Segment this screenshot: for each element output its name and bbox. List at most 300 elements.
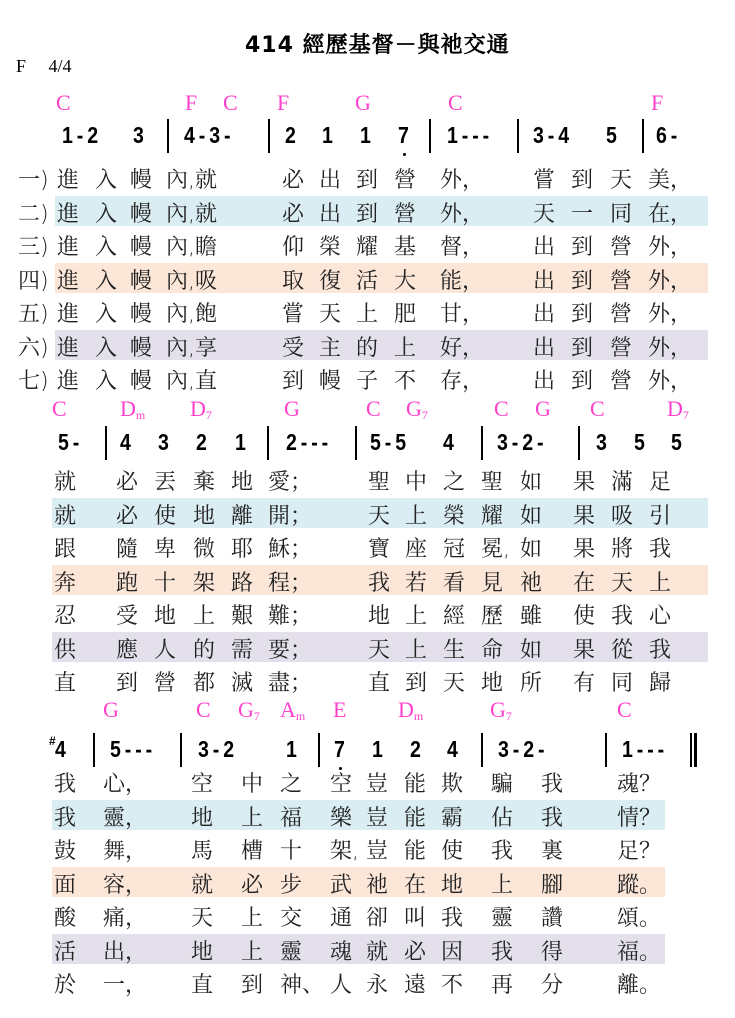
lyric-syllable: 滅 bbox=[231, 671, 254, 696]
note-group: 1 bbox=[235, 429, 246, 455]
lyric-syllable: 出 bbox=[319, 201, 342, 227]
lyric-syllable: 離 bbox=[231, 503, 254, 529]
chord-root: C bbox=[617, 697, 632, 722]
lyric-syllable: 空 bbox=[330, 772, 353, 797]
hymn-title: 414 經歷基督－與祂交通 bbox=[245, 33, 510, 58]
barline bbox=[481, 426, 483, 460]
lyric-syllable: 營 bbox=[610, 335, 633, 361]
note-group: 5 - bbox=[58, 429, 80, 455]
lyric-syllable: 內,直 bbox=[166, 369, 217, 394]
lyric-syllable: 耶 bbox=[231, 537, 254, 562]
chord-symbol bbox=[52, 396, 67, 422]
chord-quality: m bbox=[295, 709, 306, 723]
lyric-syllable: 生 bbox=[443, 637, 466, 663]
lyric-syllable: 棄 bbox=[193, 470, 216, 495]
lyric-syllable: 嘗 bbox=[282, 302, 305, 327]
lyric-syllable: 入 bbox=[95, 268, 118, 294]
chord-symbol bbox=[280, 697, 305, 724]
lyric-syllable: 進 bbox=[57, 335, 80, 361]
chord-quality: 7 bbox=[682, 408, 689, 422]
chord-root: D bbox=[120, 396, 136, 421]
lyric-syllable: 情？ bbox=[617, 805, 662, 831]
lyric-syllable: 吸 bbox=[611, 503, 634, 529]
chord-symbol bbox=[590, 396, 605, 422]
lyric-syllable: 座 bbox=[405, 537, 428, 562]
chord-symbol bbox=[366, 396, 381, 422]
lyric-syllable: 裏 bbox=[541, 839, 564, 864]
lyric-syllable: 必 bbox=[116, 503, 139, 529]
lyric-syllable: 歸 bbox=[649, 671, 672, 696]
lyric-syllable: 必 bbox=[404, 939, 427, 965]
lyric-syllable: 大 bbox=[394, 268, 417, 294]
lyric-syllable: 一 bbox=[571, 201, 594, 227]
note-group: 5 bbox=[634, 429, 645, 455]
lyric-syllable: 美， bbox=[648, 168, 693, 193]
lyric-syllable: 到 bbox=[571, 335, 594, 361]
lyric-syllable: 將 bbox=[611, 537, 634, 562]
lyric-syllable: 再 bbox=[491, 973, 514, 998]
sharp-accidental: # bbox=[49, 734, 56, 748]
note-group: 6 - bbox=[656, 122, 678, 148]
lyric-syllable: 足 bbox=[649, 470, 672, 495]
lyric-syllable: 必 bbox=[282, 168, 305, 193]
lyric-syllable: 受 bbox=[282, 335, 305, 361]
chord-symbol bbox=[284, 396, 300, 422]
lyric-syllable: 寶 bbox=[368, 537, 391, 562]
lyric-syllable: 就 bbox=[54, 503, 77, 529]
lyric-syllable: 主 bbox=[319, 335, 342, 361]
lyric-syllable: 聖 bbox=[481, 470, 504, 495]
lyric-syllable: 內,吸 bbox=[166, 268, 217, 294]
barline bbox=[167, 119, 169, 153]
lyric-syllable: 一， bbox=[103, 973, 148, 998]
chord-symbol bbox=[223, 90, 238, 116]
lyric-syllable: 霸 bbox=[441, 805, 464, 831]
lyric-syllable: 滿 bbox=[611, 470, 634, 495]
lyric-syllable: 入 bbox=[95, 201, 118, 227]
lyric-syllable: 通 bbox=[330, 906, 353, 931]
lyric-syllable: 不 bbox=[441, 973, 464, 998]
chord-root: G bbox=[406, 396, 422, 421]
note-group: 1 bbox=[322, 122, 333, 148]
barline bbox=[429, 119, 431, 153]
chord-root: E bbox=[333, 697, 347, 722]
lyric-syllable: 肥 bbox=[394, 302, 417, 327]
lyric-syllable: 冠 bbox=[443, 537, 466, 562]
lyric-syllable: 忍 bbox=[54, 604, 77, 629]
lyric-syllable: 營 bbox=[610, 268, 633, 294]
chord-root: F bbox=[651, 90, 664, 115]
lyric-syllable: 如 bbox=[520, 503, 543, 529]
chord-root: G bbox=[238, 697, 254, 722]
lyric-syllable: 營 bbox=[154, 671, 177, 696]
lyric-syllable: 入 bbox=[95, 235, 118, 260]
verse-number: 五) bbox=[18, 302, 49, 327]
chord-symbol bbox=[406, 396, 428, 423]
lyric-syllable: 外， bbox=[440, 201, 485, 227]
lyric-syllable: 步 bbox=[280, 872, 303, 898]
lyric-syllable: 到 bbox=[241, 973, 264, 998]
chord-symbol bbox=[103, 697, 119, 723]
lyric-syllable: 出 bbox=[533, 268, 556, 294]
lyric-syllable: 營 bbox=[394, 201, 417, 227]
lyric-syllable: 程； bbox=[268, 570, 313, 596]
lyric-syllable: 幔 bbox=[130, 168, 153, 193]
lyric-syllable: 祂 bbox=[366, 872, 389, 898]
chord-quality: 7 bbox=[253, 709, 260, 723]
lyric-syllable: 督， bbox=[440, 235, 485, 260]
lyric-syllable: 如 bbox=[520, 537, 543, 562]
lyric-syllable: 外， bbox=[440, 168, 485, 193]
note-group: 4 bbox=[55, 736, 66, 762]
chord-root: G bbox=[103, 697, 119, 722]
lyric-syllable: 架 bbox=[193, 570, 216, 596]
lyric-syllable: 必 bbox=[241, 872, 264, 898]
lyric-syllable: 地 bbox=[193, 503, 216, 529]
lyric-syllable: 我 bbox=[541, 772, 564, 797]
lyric-syllable: 丟 bbox=[154, 470, 177, 495]
lyric-syllable: 同 bbox=[610, 201, 633, 227]
lyric-syllable: 進 bbox=[57, 235, 80, 260]
note-group: 4 bbox=[120, 429, 131, 455]
chord-symbol bbox=[398, 697, 423, 724]
lyric-syllable: 到 bbox=[571, 369, 594, 394]
lyric-syllable: 靈 bbox=[280, 939, 303, 965]
lyric-syllable: 在 bbox=[573, 570, 596, 596]
lyric-syllable: 外， bbox=[648, 369, 693, 394]
note-group: 5 bbox=[671, 429, 682, 455]
lyric-syllable: 就 bbox=[54, 470, 77, 495]
lyric-syllable: 外， bbox=[648, 335, 693, 361]
note-group: 2 bbox=[285, 122, 296, 148]
barline bbox=[578, 426, 580, 460]
chord-symbol bbox=[490, 697, 512, 724]
chord-symbol bbox=[355, 90, 371, 116]
lyric-syllable: 天 bbox=[443, 671, 466, 696]
lyric-syllable: 使 bbox=[154, 503, 177, 529]
lyric-syllable: 酸 bbox=[54, 906, 77, 931]
note-group: 1 - - - bbox=[447, 122, 490, 148]
lyric-syllable: 因 bbox=[441, 939, 464, 965]
chord-root: C bbox=[196, 697, 211, 722]
note-group: 1 bbox=[360, 122, 371, 148]
lyric-syllable: 果 bbox=[573, 537, 596, 562]
chord-root: G bbox=[490, 697, 506, 722]
lyric-syllable: 進 bbox=[57, 369, 80, 394]
lyric-syllable: 若 bbox=[405, 570, 428, 596]
chord-symbol bbox=[448, 90, 463, 116]
lyric-syllable: 心， bbox=[103, 772, 148, 797]
lyric-syllable: 遠 bbox=[404, 973, 427, 998]
lyric-syllable: 使 bbox=[441, 839, 464, 864]
verse-number: 四) bbox=[18, 268, 49, 294]
barline bbox=[642, 119, 644, 153]
note-group: 3 - 2 bbox=[198, 736, 235, 762]
lyric-syllable: 永 bbox=[366, 973, 389, 998]
lyric-syllable: 地 bbox=[191, 939, 214, 965]
lyric-syllable: 內,享 bbox=[166, 335, 217, 361]
lyric-syllable: 到 bbox=[356, 168, 379, 193]
lyric-syllable: 供 bbox=[54, 637, 77, 663]
note-group: 2 - - - bbox=[286, 429, 329, 455]
lyric-syllable: 面 bbox=[54, 872, 77, 898]
lyric-syllable: 命 bbox=[481, 637, 504, 663]
lyric-syllable: 上 bbox=[394, 335, 417, 361]
lyric-syllable: 在， bbox=[648, 201, 693, 227]
verse-number: 二) bbox=[18, 201, 49, 227]
note-group: 3 - 4 bbox=[533, 122, 570, 148]
lyric-syllable: 頌。 bbox=[617, 906, 662, 931]
note-group: 7 bbox=[334, 736, 345, 762]
chord-quality: m bbox=[413, 709, 424, 723]
lyric-syllable: 豈 bbox=[366, 839, 389, 864]
lyric-syllable: 微 bbox=[193, 537, 216, 562]
note-group: 3 bbox=[133, 122, 144, 148]
note-group: 4 bbox=[447, 736, 458, 762]
lyric-syllable: 中 bbox=[241, 772, 264, 797]
key-signature bbox=[16, 56, 72, 77]
lyric-syllable: 豈 bbox=[366, 772, 389, 797]
lyric-syllable: 入 bbox=[95, 168, 118, 193]
lyric-syllable: 外， bbox=[648, 268, 693, 294]
lyric-syllable: 我 bbox=[491, 839, 514, 864]
lyric-syllable: 不 bbox=[394, 369, 417, 394]
lyric-syllable: 上 bbox=[649, 570, 672, 596]
chord-symbol bbox=[196, 697, 211, 723]
chord-root: D bbox=[667, 396, 683, 421]
lyric-syllable: 佔 bbox=[491, 805, 514, 831]
chord-root: C bbox=[366, 396, 381, 421]
lyric-syllable: 必 bbox=[282, 201, 305, 227]
lyric-syllable: 愛； bbox=[268, 470, 313, 495]
verse-number: 七) bbox=[18, 369, 49, 394]
lyric-syllable: 我 bbox=[649, 537, 672, 562]
lyric-syllable: 入 bbox=[95, 369, 118, 394]
lyric-syllable: 我 bbox=[649, 637, 672, 663]
lyric-syllable: 祂 bbox=[520, 570, 543, 596]
lyric-syllable: 直 bbox=[368, 671, 391, 696]
lyric-syllable: 內,飽 bbox=[166, 302, 217, 327]
note-group: 5 - - - bbox=[110, 736, 153, 762]
lyric-syllable: 入 bbox=[95, 302, 118, 327]
note-group: 2 bbox=[196, 429, 207, 455]
lyric-syllable: 活 bbox=[54, 939, 77, 965]
chord-symbol bbox=[120, 396, 145, 423]
lyric-syllable: 到 bbox=[571, 302, 594, 327]
chord-quality: 7 bbox=[505, 709, 512, 723]
note-group: 5 bbox=[606, 122, 617, 148]
note-group: 3 - 2 - bbox=[498, 736, 545, 762]
lyric-syllable: 直 bbox=[54, 671, 77, 696]
lyric-syllable: 我 bbox=[441, 906, 464, 931]
lyric-syllable: 天 bbox=[319, 302, 342, 327]
lyric-syllable: 在 bbox=[404, 872, 427, 898]
lyric-syllable: 穌； bbox=[268, 537, 313, 562]
lyric-syllable: 出 bbox=[533, 369, 556, 394]
lyric-syllable: 天 bbox=[533, 201, 556, 227]
barline bbox=[355, 426, 357, 460]
barline bbox=[268, 119, 270, 153]
lyric-syllable: 應 bbox=[116, 637, 139, 663]
lyric-syllable: 我 bbox=[54, 772, 77, 797]
lyric-syllable: 營 bbox=[610, 369, 633, 394]
lyric-syllable: 到 bbox=[405, 671, 428, 696]
lyric-syllable: 讚 bbox=[541, 906, 564, 931]
lyric-syllable: 我 bbox=[541, 805, 564, 831]
chord-root: D bbox=[398, 697, 414, 722]
barline bbox=[605, 733, 607, 767]
lyric-syllable: 靈， bbox=[103, 805, 148, 831]
lyric-syllable: 冕, bbox=[481, 537, 510, 562]
lyric-syllable: 分 bbox=[541, 973, 564, 998]
note-group: 1 bbox=[286, 736, 297, 762]
lyric-syllable: 要； bbox=[268, 637, 313, 663]
lyric-syllable: 甘， bbox=[440, 302, 485, 327]
lyric-syllable: 出 bbox=[533, 302, 556, 327]
lyric-syllable: 復 bbox=[319, 268, 342, 294]
note-group: 3 - 2 - bbox=[497, 429, 544, 455]
lyric-syllable: 架, bbox=[330, 839, 359, 864]
lyric-syllable: 到 bbox=[116, 671, 139, 696]
note-group: 3 bbox=[596, 429, 607, 455]
lyric-syllable: 跑 bbox=[116, 570, 139, 596]
lyric-syllable: 耀 bbox=[356, 235, 379, 260]
lyric-syllable: 能 bbox=[404, 839, 427, 864]
lyric-syllable: 上 bbox=[405, 637, 428, 663]
lyric-syllable: 神、 bbox=[280, 973, 325, 998]
barline bbox=[481, 733, 483, 767]
lyric-syllable: 於 bbox=[54, 973, 77, 998]
chord-root: C bbox=[448, 90, 463, 115]
lyric-syllable: 到 bbox=[356, 201, 379, 227]
chord-root: C bbox=[52, 396, 67, 421]
chord-symbol bbox=[535, 396, 551, 422]
lyric-syllable: 子 bbox=[356, 369, 379, 394]
chord-symbol bbox=[667, 396, 689, 423]
lyric-syllable: 天 bbox=[610, 168, 633, 193]
lyric-syllable: 奔 bbox=[54, 570, 77, 596]
note-group: 7 bbox=[398, 122, 409, 148]
lyric-syllable: 豈 bbox=[366, 805, 389, 831]
lyric-syllable: 進 bbox=[57, 268, 80, 294]
lyric-syllable: 出 bbox=[533, 235, 556, 260]
lyric-syllable: 地 bbox=[481, 671, 504, 696]
lyric-syllable: 幔 bbox=[319, 369, 342, 394]
lyric-syllable: 的 bbox=[356, 335, 379, 361]
lyric-syllable: 足？ bbox=[617, 839, 662, 864]
lyric-syllable: 出 bbox=[319, 168, 342, 193]
lyric-syllable: 上 bbox=[241, 805, 264, 831]
lyric-syllable: 之 bbox=[280, 772, 303, 797]
lyric-syllable: 能， bbox=[440, 268, 485, 294]
chord-root: C bbox=[590, 396, 605, 421]
note-group: 1 - 2 bbox=[62, 122, 99, 148]
chord-root: C bbox=[494, 396, 509, 421]
lyric-syllable: 地 bbox=[154, 604, 177, 629]
lyric-syllable: 卑 bbox=[154, 537, 177, 562]
lyric-syllable: 幔 bbox=[130, 369, 153, 394]
lyric-syllable: 存， bbox=[440, 369, 485, 394]
chord-symbol bbox=[494, 396, 509, 422]
chord-symbol bbox=[238, 697, 260, 724]
lyric-syllable: 內,就 bbox=[166, 168, 217, 193]
chord-symbol bbox=[617, 697, 632, 723]
lyric-syllable: 需 bbox=[231, 637, 254, 663]
lyric-syllable: 武 bbox=[330, 872, 353, 898]
lyric-syllable: 上 bbox=[491, 872, 514, 898]
lyric-syllable: 舞， bbox=[103, 839, 148, 864]
lyric-syllable: 聖 bbox=[368, 470, 391, 495]
lyric-syllable: 跟 bbox=[54, 537, 77, 562]
lyric-syllable: 離。 bbox=[617, 973, 662, 998]
chord-root: C bbox=[56, 90, 71, 115]
lyric-syllable: 天 bbox=[368, 503, 391, 529]
chord-root: C bbox=[223, 90, 238, 115]
barline bbox=[105, 426, 107, 460]
lyric-syllable: 內,瞻 bbox=[166, 235, 217, 260]
note-group: 3 bbox=[158, 429, 169, 455]
note-group: 5 - 5 bbox=[370, 429, 407, 455]
chord-symbol bbox=[185, 90, 197, 116]
lyric-syllable: 到 bbox=[571, 235, 594, 260]
lyric-syllable: 天 bbox=[191, 906, 214, 931]
note-group: 1 - - - bbox=[622, 736, 665, 762]
lyric-syllable: 到 bbox=[571, 268, 594, 294]
lyric-syllable: 果 bbox=[573, 637, 596, 663]
barline bbox=[93, 733, 95, 767]
lyric-syllable: 上 bbox=[241, 906, 264, 931]
lyric-syllable: 經 bbox=[443, 604, 466, 629]
chord-quality: m bbox=[135, 408, 146, 422]
lyric-syllable: 幔 bbox=[130, 302, 153, 327]
lyric-syllable: 痛， bbox=[103, 906, 148, 931]
lyric-syllable: 空 bbox=[191, 772, 214, 797]
chord-root: G bbox=[284, 396, 300, 421]
lyric-syllable: 都 bbox=[193, 671, 216, 696]
lyric-syllable: 上 bbox=[405, 503, 428, 529]
lyric-syllable: 地 bbox=[441, 872, 464, 898]
chord-root: A bbox=[280, 697, 296, 722]
verse-number: 三) bbox=[18, 235, 49, 260]
lyric-syllable: 得 bbox=[541, 939, 564, 965]
lyric-syllable: 難； bbox=[268, 604, 313, 629]
lyric-syllable: 雖 bbox=[520, 604, 543, 629]
lyric-syllable: 有 bbox=[573, 671, 596, 696]
lyric-syllable: 如 bbox=[520, 637, 543, 663]
lyric-syllable: 蹤。 bbox=[617, 872, 662, 898]
barline bbox=[267, 426, 269, 460]
lyric-syllable: 天 bbox=[368, 637, 391, 663]
lyric-syllable: 能 bbox=[404, 805, 427, 831]
lyric-syllable: 果 bbox=[573, 470, 596, 495]
lyric-syllable: 路 bbox=[231, 570, 254, 596]
lyric-syllable: 引 bbox=[649, 503, 672, 529]
lyric-syllable: 我 bbox=[368, 570, 391, 596]
lyric-syllable: 外， bbox=[648, 235, 693, 260]
final-barline-thick bbox=[694, 733, 697, 767]
lyric-syllable: 出 bbox=[533, 335, 556, 361]
lyric-syllable: 幔 bbox=[130, 335, 153, 361]
lyric-syllable: 靈 bbox=[491, 906, 514, 931]
lyric-syllable: 從 bbox=[611, 637, 634, 663]
lyric-syllable: 就 bbox=[366, 939, 389, 965]
chord-quality: 7 bbox=[205, 408, 212, 422]
barline bbox=[318, 733, 320, 767]
lyric-syllable: 幔 bbox=[130, 268, 153, 294]
lyric-syllable: 同 bbox=[611, 671, 634, 696]
lyric-syllable: 福。 bbox=[617, 939, 662, 965]
lyric-syllable: 直 bbox=[191, 973, 214, 998]
